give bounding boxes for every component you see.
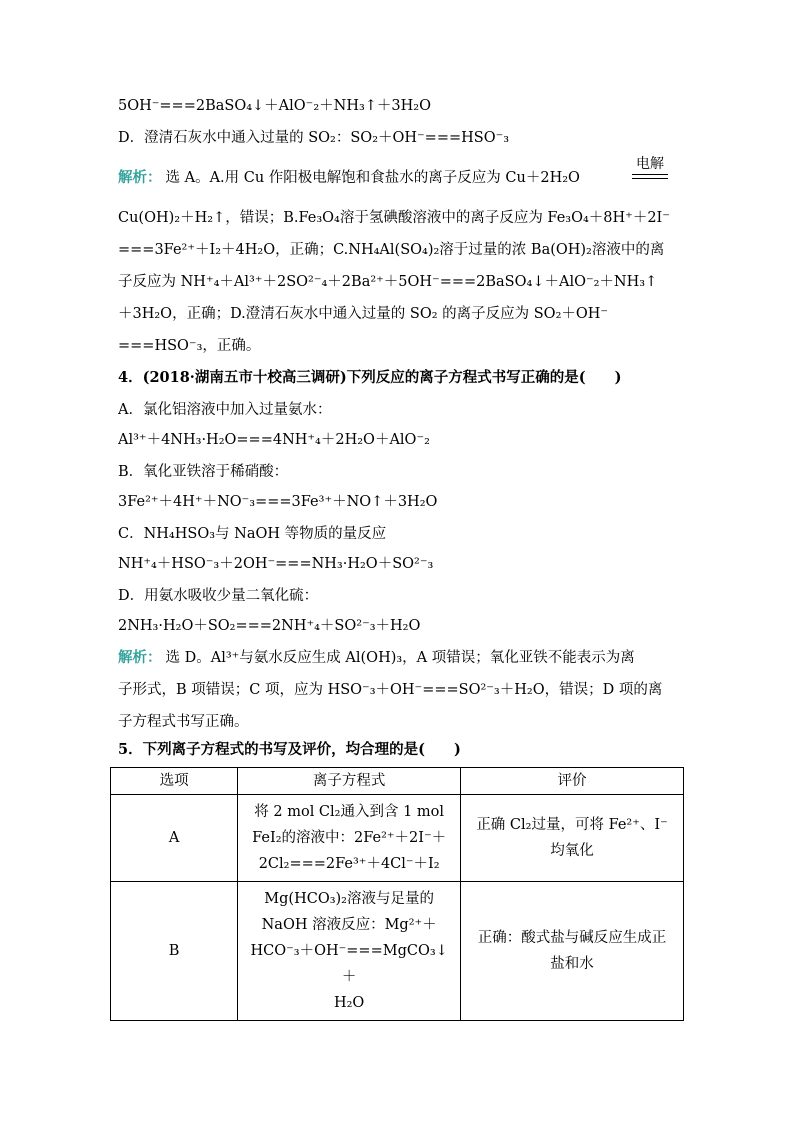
option-b: B．氧化亚铁溶于稀硝酸： — [118, 464, 289, 480]
option-cell: A — [111, 795, 238, 882]
table-row — [111, 795, 684, 882]
explanation-line — [118, 168, 688, 188]
table-row — [111, 882, 684, 1021]
header-equation: 离子方程式 — [238, 768, 461, 795]
equation-line: 2Cl₂===2Fe³⁺＋4Cl⁻＋I₂ — [258, 856, 440, 872]
equation-cell — [238, 882, 461, 1021]
comment-line: 均氧化 — [550, 843, 594, 859]
equation-a: Al³⁺＋4NH₃·H₂O===4NH⁺₄＋2H₂O＋AlO⁻₂ — [118, 432, 430, 448]
comment-cell — [461, 795, 684, 882]
equation-cell — [238, 795, 461, 882]
question-4-title: 4．(2018·湖南五市十校高三调研)下列反应的离子方程式书写正确的是( ) — [118, 369, 622, 386]
text-line: ===HSO⁻₃，正确。 — [118, 338, 261, 354]
header-option: 选项 — [111, 768, 238, 795]
jiexi-label: 解析： — [118, 649, 162, 666]
option-a: A．氯化铝溶液中加入过量氨水： — [118, 402, 332, 418]
dianjie-label: 电解 — [636, 156, 664, 172]
table-header-row — [111, 768, 684, 795]
text-line: ＋3H₂O，正确；D.澄清石灰水中通入过量的 SO₂ 的离子反应为 SO₂＋OH⁻ — [118, 306, 609, 322]
double-arrow-bar — [632, 174, 668, 179]
text-line: 子方程式书写正确。 — [118, 714, 249, 730]
explanation-line — [118, 648, 688, 668]
text-line: ===3Fe²⁺＋I₂＋4H₂O，正确；C.NH₄Al(SO₄)₂溶于过量的浓 Ba(OH)₂溶液中的离 — [118, 242, 665, 258]
question-5-title: 5．下列离子方程式的书写及评价，均合理的是( ) — [118, 741, 461, 758]
comment-line: 正确：酸式盐与碱反应生成正 — [477, 930, 667, 946]
text-line: D．澄清石灰水中通入过量的 SO₂：SO₂＋OH⁻===HSO⁻₃ — [118, 130, 510, 146]
jiexi-label: 解析： — [118, 169, 162, 186]
text-line: 子形式，B 项错误；C 项，应为 HSO⁻₃＋OH⁻===SO²⁻₃＋H₂O，错误；D 项的离 — [118, 682, 663, 698]
header-comment: 评价 — [461, 768, 684, 795]
text-line: Cu(OH)₂＋H₂↑，错误；B.Fe₃O₄溶于氢碘酸溶液中的离子反应为 Fe₃O₄＋8H⁺＋2I⁻ — [118, 210, 670, 226]
electrolysis-condition — [632, 156, 668, 179]
question-5-table — [110, 767, 684, 1021]
option-d: D．用氨水吸收少量二氧化硫： — [118, 588, 319, 604]
equation-b: 3Fe²⁺＋4H⁺＋NO⁻₃===3Fe³⁺＋NO↑＋3H₂O — [118, 494, 438, 510]
text-line: 5OH⁻===2BaSO₄↓＋AlO⁻₂＋NH₃↑＋3H₂O — [118, 98, 431, 114]
equation-line: H₂O — [333, 995, 365, 1011]
comment-line: 盐和水 — [550, 956, 594, 972]
option-c: C．NH₄HSO₃与 NaOH 等物质的量反应 — [118, 526, 387, 542]
option-cell: B — [111, 882, 238, 1021]
equation-line: FeI₂的溶液中：2Fe²⁺＋2I⁻＋ — [252, 830, 447, 846]
equation-line: NaOH 溶液反应：Mg²⁺＋ — [261, 917, 437, 933]
equation-c: NH⁺₄＋HSO⁻₃＋2OH⁻===NH₃·H₂O＋SO²⁻₃ — [118, 556, 434, 572]
equation-line: 将 2 mol Cl₂通入到含 1 mol — [254, 804, 445, 820]
explanation-text: 选 D。Al³⁺与氨水反应生成 Al(OH)₃，A 项错误；氧化亚铁不能表示为离 — [165, 650, 635, 666]
equation-d: 2NH₃·H₂O＋SO₂===2NH⁺₄＋SO²⁻₃＋H₂O — [118, 618, 421, 634]
explanation-text: 选 A。A.用 Cu 作阳极电解饱和食盐水的离子反应为 Cu＋2H₂O — [165, 170, 580, 186]
equation-line: Mg(HCO₃)₂溶液与足量的 — [264, 891, 434, 907]
text-line: 子反应为 NH⁺₄＋Al³⁺＋2SO²⁻₄＋2Ba²⁺＋5OH⁻===2BaSO₄↓＋AlO⁻₂＋NH₃↑ — [118, 274, 658, 290]
equation-line: HCO⁻₃＋OH⁻===MgCO₃↓＋ — [250, 943, 448, 985]
comment-cell — [461, 882, 684, 1021]
comment-line: 正确 Cl₂过量，可将 Fe²⁺、I⁻ — [476, 817, 668, 833]
